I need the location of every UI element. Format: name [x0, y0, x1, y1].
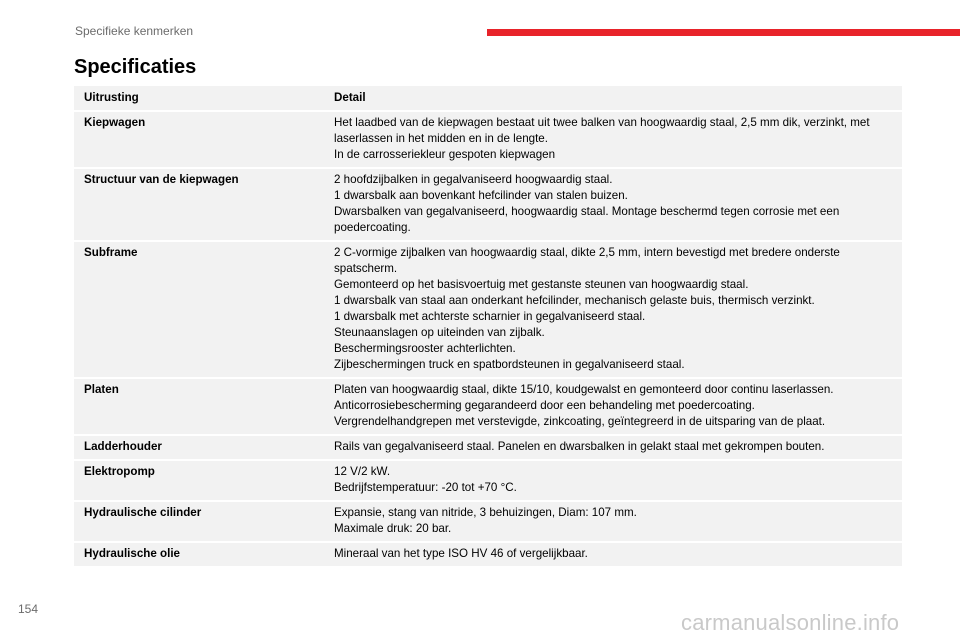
- table-row: [74, 460, 902, 501]
- detail-line: 2 hoofdzijbalken in gegalvaniseerd hoogwaardig staal.: [334, 173, 613, 186]
- equipment-cell: Subframe: [84, 246, 138, 259]
- detail-cell: [324, 168, 902, 241]
- detail-line: Expansie, stang van nitride, 3 behuizingen, Diam: 107 mm.: [334, 506, 637, 519]
- detail-cell: [324, 241, 902, 378]
- detail-line: Rails van gegalvaniseerd staal. Panelen en dwarsbalken in gelakt staal met gekrompen bouten.: [334, 440, 825, 453]
- detail-line: Anticorrosiebescherming gegarandeerd door een behandeling met poedercoating.: [334, 399, 755, 412]
- detail-cell: [324, 542, 902, 567]
- detail-line: In de carrosseriekleur gespoten kiepwagen: [334, 148, 556, 161]
- table-row: [74, 168, 902, 241]
- detail-cell: [324, 435, 902, 460]
- spec-table: [74, 86, 902, 568]
- detail-line: Platen van hoogwaardig staal, dikte 15/10, koudgewalst en gemonteerd door continu laserlassen.: [334, 383, 834, 396]
- table-row: [74, 501, 902, 542]
- section-title: Specificaties: [74, 56, 197, 78]
- column-header-detail: Detail: [334, 91, 366, 104]
- detail-line: Beschermingsrooster achterlichten.: [334, 342, 516, 355]
- detail-line: Steunaanslagen op uiteinden van zijbalk.: [334, 326, 545, 339]
- detail-cell: [324, 378, 902, 435]
- detail-cell: [324, 111, 902, 168]
- detail-line: 1 dwarsbalk aan bovenkant hefcilinder van stalen buizen.: [334, 189, 628, 202]
- detail-line: Vergrendelhandgrepen met verstevigde, zinkcoating, geïntegreerd in de uitsparing van de plaat.: [334, 415, 826, 428]
- detail-line: 12 V/2 kW.: [334, 465, 391, 478]
- header-title: Specifieke kenmerken: [75, 24, 194, 38]
- equipment-cell: Hydraulische cilinder: [84, 506, 202, 519]
- table-body: [74, 111, 902, 567]
- table-header-row: [74, 86, 902, 111]
- page-number: 154: [18, 602, 39, 616]
- table-row: [74, 111, 902, 168]
- equipment-cell: Platen: [84, 383, 119, 396]
- detail-line: 1 dwarsbalk van staal aan onderkant hefcilinder, mechanisch gelaste buis, thermisch verzinkt.: [334, 294, 815, 307]
- detail-line: Zijbeschermingen truck en spatbordsteunen in gegalvaniseerd staal.: [334, 358, 685, 371]
- equipment-cell: Ladderhouder: [84, 440, 162, 453]
- table-row: [74, 241, 902, 378]
- column-header-equipment: Uitrusting: [84, 91, 139, 104]
- detail-line: Bedrijfstemperatuur: -20 tot +70 °C.: [334, 481, 517, 494]
- detail-line: Mineraal van het type ISO HV 46 of vergelijkbaar.: [334, 547, 588, 560]
- watermark-text: carmanualsonline.info: [681, 610, 900, 635]
- header-accent-bar: [487, 29, 960, 36]
- detail-line: Maximale druk: 20 bar.: [334, 522, 452, 535]
- detail-line: 1 dwarsbalk met achterste scharnier in gegalvaniseerd staal.: [334, 310, 646, 323]
- detail-cell: [324, 501, 902, 542]
- detail-line: Gemonteerd op het basisvoertuig met gestanste steunen van hoogwaardig staal.: [334, 278, 749, 291]
- equipment-cell: Structuur van de kiepwagen: [84, 173, 239, 186]
- equipment-cell: Hydraulische olie: [84, 547, 181, 560]
- table-row: [74, 542, 902, 567]
- table-row: [74, 378, 902, 435]
- detail-line: Het laadbed van de kiepwagen bestaat uit twee balken van hoogwaardig staal, 2,5 mm dik, verzinkt, met laserlassen in het midden en in de lengte.: [334, 116, 870, 145]
- table-row: [74, 435, 902, 460]
- detail-cell: [324, 460, 902, 501]
- equipment-cell: Kiepwagen: [84, 116, 146, 129]
- detail-line: Dwarsbalken van gegalvaniseerd, hoogwaardig staal. Montage beschermd tegen corrosie met een poedercoating.: [334, 205, 840, 234]
- equipment-cell: Elektropomp: [84, 465, 155, 478]
- detail-line: 2 C-vormige zijbalken van hoogwaardig staal, dikte 2,5 mm, intern bevestigd met bredere onderste spatscherm.: [334, 246, 840, 275]
